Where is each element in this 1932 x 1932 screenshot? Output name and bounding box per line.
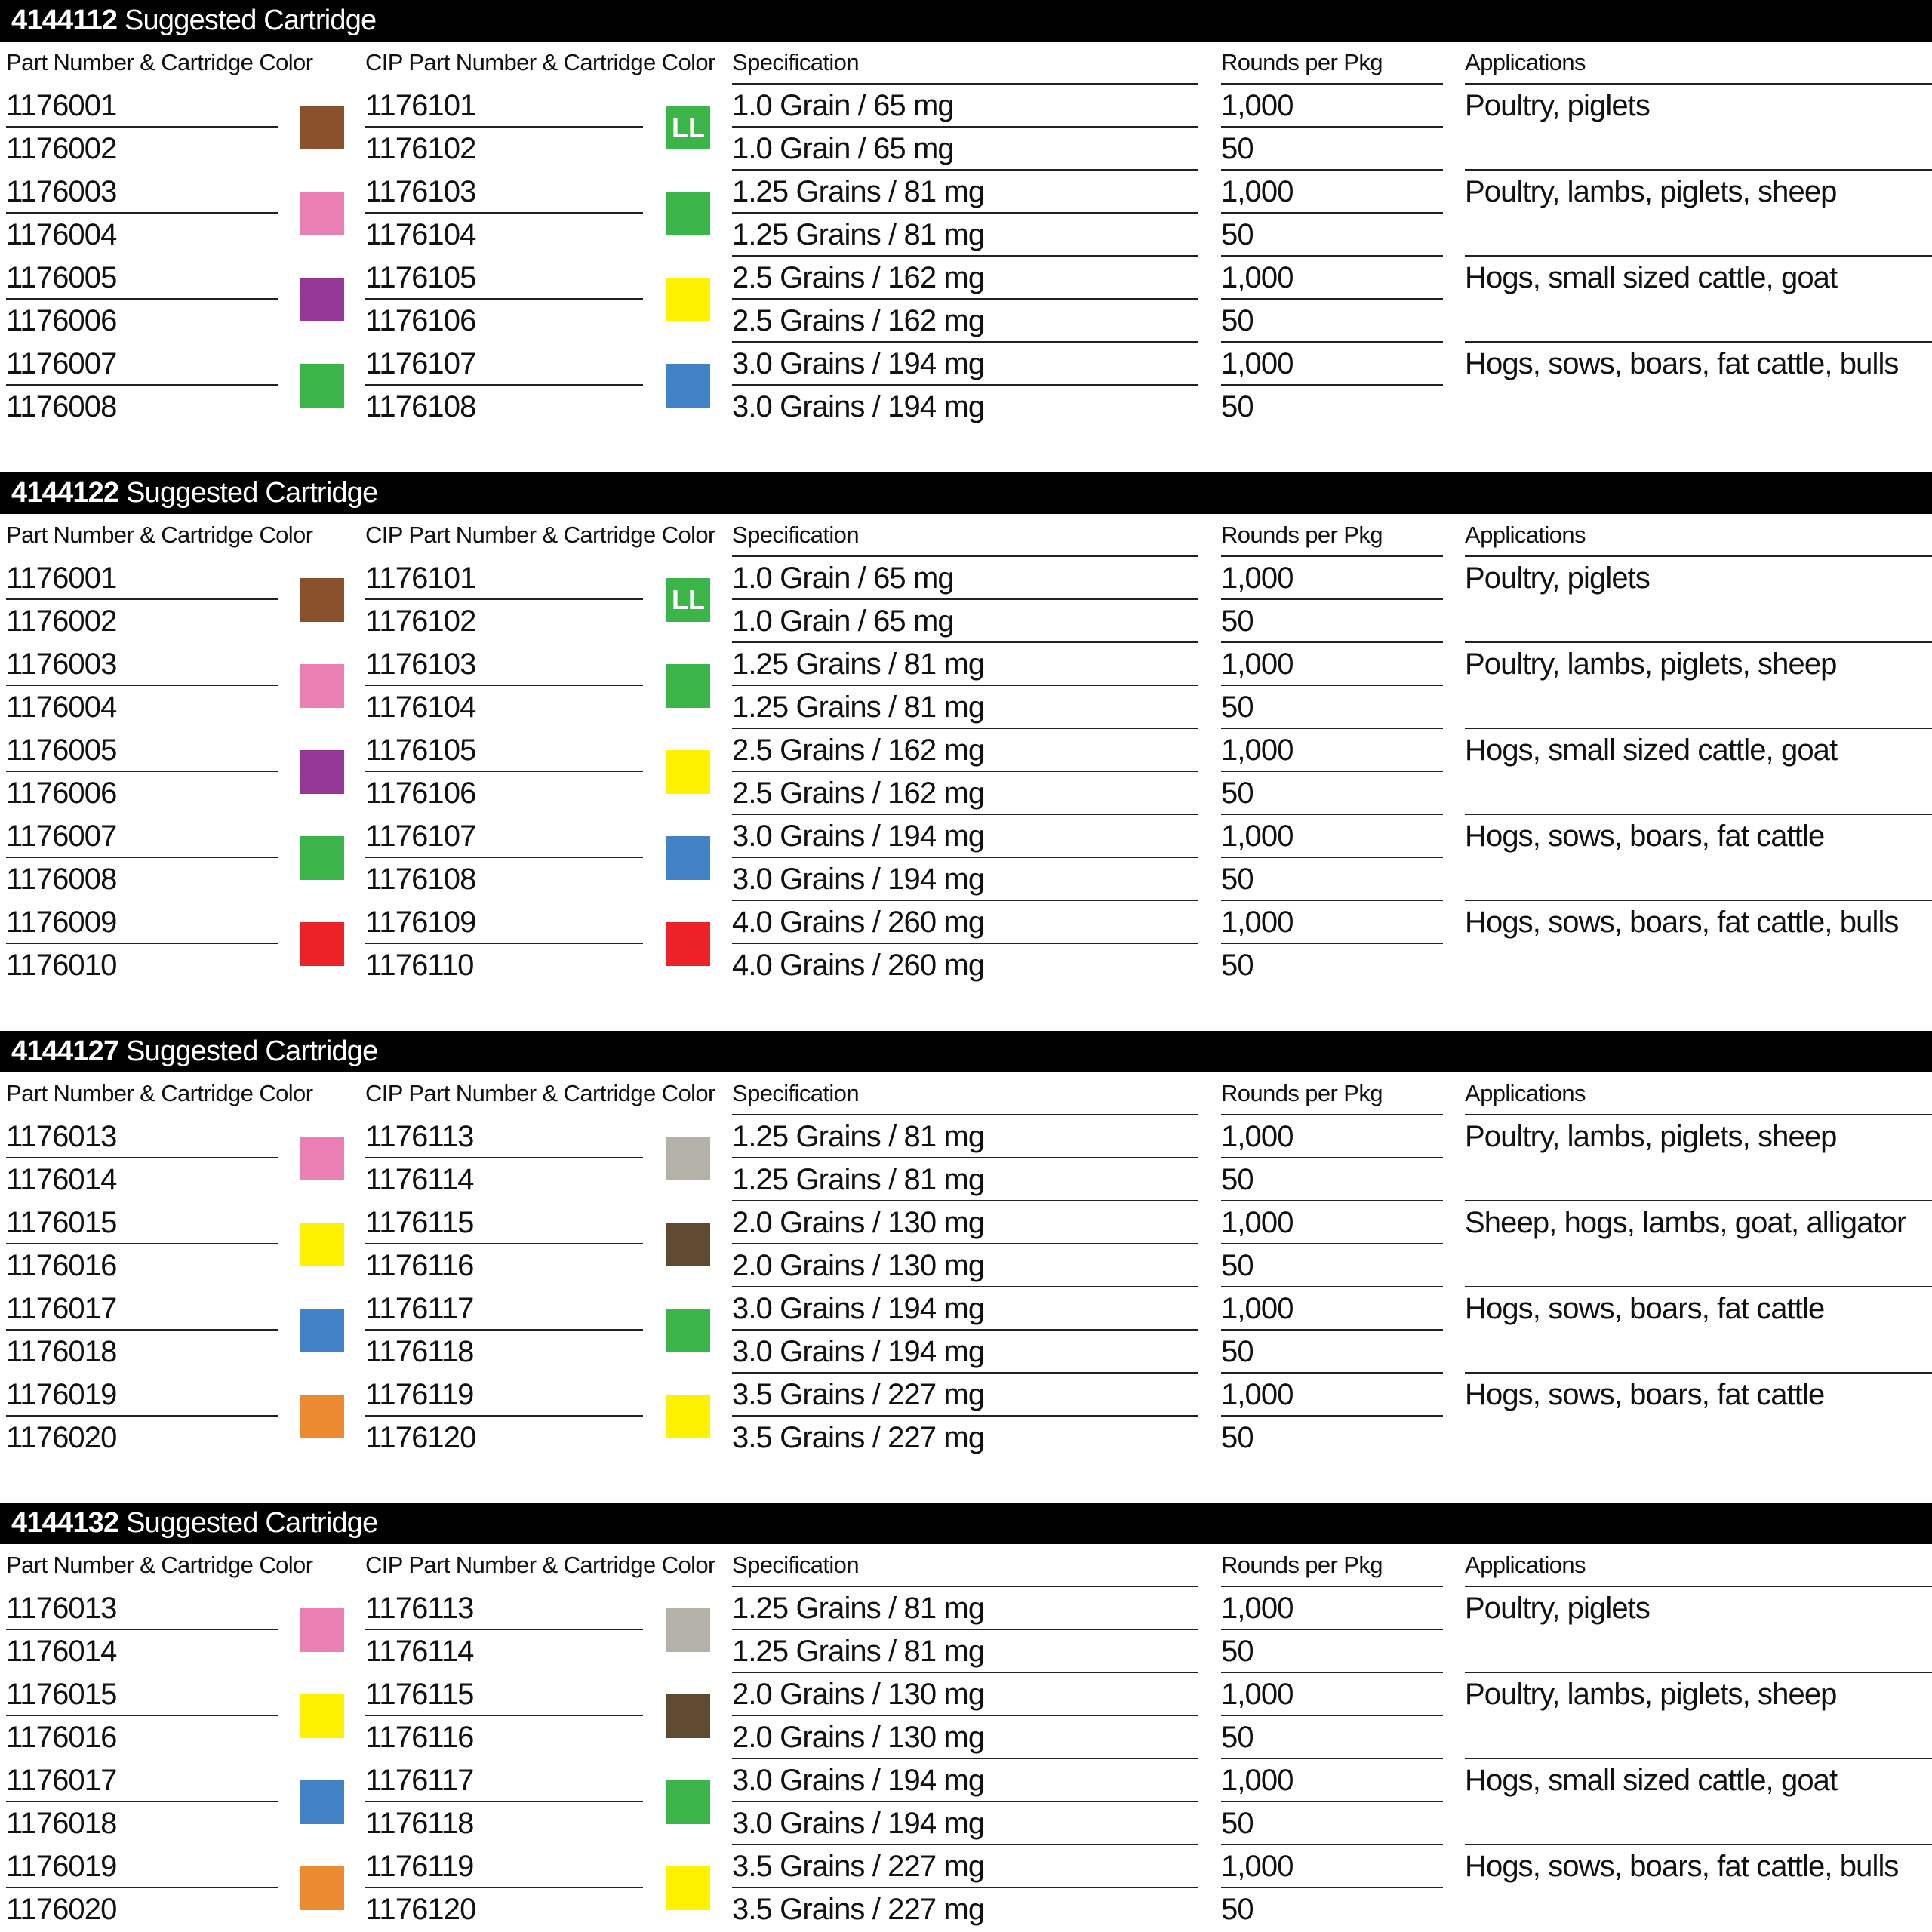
cartridge-color-swatch (300, 1137, 344, 1180)
part-number: 1176005 (6, 261, 117, 294)
specification: 3.0 Grains / 194 mg (732, 1292, 985, 1325)
rounds-per-pkg: 1,000 (1221, 734, 1294, 767)
rounds-per-pkg: 50 (1221, 1807, 1254, 1840)
part-number: 1176019 (6, 1378, 117, 1411)
application: Hogs, small sized cattle, goat (1465, 1764, 1838, 1797)
part-number: 1176014 (6, 1163, 117, 1196)
cip-part-number: 1176117 (365, 1764, 474, 1797)
cartridge-color-swatch (300, 1395, 344, 1438)
cip-part-number: 1176101 (365, 89, 476, 122)
specification: 2.5 Grains / 162 mg (732, 734, 985, 767)
part-number: 1176002 (6, 132, 117, 165)
rounds-per-pkg: 50 (1221, 304, 1254, 337)
application: Poultry, lambs, piglets, sheep (1465, 175, 1837, 208)
rounds-per-pkg: 1,000 (1221, 89, 1294, 122)
application: Hogs, small sized cattle, goat (1465, 261, 1838, 294)
rounds-per-pkg: 50 (1221, 777, 1254, 810)
cartridge-color-swatch (300, 922, 344, 966)
rounds-per-pkg: 50 (1221, 132, 1254, 165)
cip-part-number: 1176107 (365, 820, 476, 853)
row-divider (1221, 1801, 1443, 1802)
part-number: 1176020 (6, 1421, 117, 1454)
specification: 1.25 Grains / 81 mg (732, 1120, 985, 1153)
cip-part-number: 1176113 (365, 1592, 474, 1625)
header-cip-part-number: CIP Part Number & Cartridge Color (365, 1552, 715, 1578)
part-number: 1176006 (6, 304, 117, 337)
rounds-per-pkg: 1,000 (1221, 1292, 1294, 1325)
cartridge-section (0, 1031, 1932, 1460)
cip-part-number: 1176119 (365, 1378, 474, 1411)
part-number: 1176017 (6, 1764, 117, 1797)
part-number: 1176016 (6, 1249, 117, 1282)
cartridge-color-swatch (300, 1694, 344, 1738)
table-body (0, 557, 1932, 987)
section-title-bar (0, 472, 1932, 514)
cip-part-number: 1176102 (365, 132, 476, 165)
cip-part-number: 1176117 (365, 1292, 474, 1325)
part-number: 1176001 (6, 89, 117, 122)
header-part-number: Part Number & Cartridge Color (6, 49, 313, 75)
rounds-per-pkg: 50 (1221, 1335, 1254, 1368)
part-number: 1176015 (6, 1206, 117, 1239)
table-body (0, 1115, 1932, 1460)
section-title: Suggested Cartridge (126, 1507, 378, 1539)
cip-part-number: 1176118 (365, 1807, 474, 1840)
header-rounds-per-pkg: Rounds per Pkg (1221, 49, 1383, 75)
specification: 1.25 Grains / 81 mg (732, 218, 985, 251)
application: Sheep, hogs, lambs, goat, alligator (1465, 1206, 1906, 1239)
cip-color-swatch (666, 1694, 710, 1738)
rounds-per-pkg: 50 (1221, 949, 1254, 982)
cip-part-number: 1176103 (365, 175, 476, 208)
cip-part-number: 1176118 (365, 1335, 474, 1368)
rounds-per-pkg: 50 (1221, 863, 1254, 896)
cip-color-swatch (666, 1608, 710, 1652)
cartridge-color-swatch (300, 836, 344, 880)
cartridge-section (0, 0, 1932, 429)
header-cip-part-number: CIP Part Number & Cartridge Color (365, 1080, 715, 1106)
cip-color-swatch (666, 836, 710, 880)
cartridge-color-swatch (300, 1780, 344, 1824)
part-number: 1176003 (6, 648, 117, 681)
section-title-bar (0, 1031, 1932, 1072)
row-divider (1221, 1715, 1443, 1716)
cip-part-number: 1176106 (365, 304, 476, 337)
cip-color-swatch (666, 1137, 710, 1180)
cip-part-number: 1176120 (365, 1893, 476, 1926)
cip-color-swatch (666, 750, 710, 794)
cip-part-number: 1176104 (365, 691, 476, 724)
cip-part-number: 1176116 (365, 1721, 474, 1754)
row-divider (1221, 1415, 1443, 1417)
specification: 1.25 Grains / 81 mg (732, 648, 985, 681)
row-divider (1221, 298, 1443, 300)
row-divider (1221, 943, 1443, 944)
specification: 1.25 Grains / 81 mg (732, 1592, 985, 1625)
specification: 2.5 Grains / 162 mg (732, 304, 985, 337)
rounds-per-pkg: 1,000 (1221, 648, 1294, 681)
application: Hogs, sows, boars, fat cattle (1465, 1292, 1825, 1325)
part-number: 1176007 (6, 347, 117, 380)
row-divider (1221, 1629, 1443, 1630)
specification: 3.0 Grains / 194 mg (732, 1764, 985, 1797)
cip-color-swatch-ll-label: LL (666, 106, 710, 149)
application: Hogs, sows, boars, fat cattle, bulls (1465, 347, 1899, 380)
row-divider (1221, 1243, 1443, 1244)
header-rounds-per-pkg: Rounds per Pkg (1221, 1552, 1383, 1578)
part-number: 1176009 (6, 906, 117, 939)
rounds-per-pkg: 1,000 (1221, 1378, 1294, 1411)
part-number: 1176008 (6, 390, 117, 423)
part-number: 1176020 (6, 1893, 117, 1926)
specification: 2.0 Grains / 130 mg (732, 1721, 985, 1754)
cip-color-swatch (666, 192, 710, 235)
table-body (0, 85, 1932, 429)
part-number: 1176007 (6, 820, 117, 853)
part-number: 1176018 (6, 1335, 117, 1368)
specification: 1.0 Grain / 65 mg (732, 605, 954, 638)
specification: 3.0 Grains / 194 mg (732, 863, 985, 896)
header-applications: Applications (1465, 49, 1586, 75)
row-divider (1221, 1157, 1443, 1158)
section-title-bar (0, 1503, 1932, 1544)
cip-part-number: 1176105 (365, 261, 476, 294)
header-specification: Specification (732, 1080, 859, 1106)
rounds-per-pkg: 50 (1221, 1721, 1254, 1754)
application: Hogs, sows, boars, fat cattle (1465, 1378, 1825, 1411)
header-specification: Specification (732, 49, 859, 75)
part-number: 1176013 (6, 1120, 117, 1153)
application: Poultry, piglets (1465, 1592, 1650, 1625)
specification: 2.5 Grains / 162 mg (732, 261, 985, 294)
section-model-number: 4144122 (11, 477, 119, 509)
specification: 2.5 Grains / 162 mg (732, 777, 985, 810)
cartridge-color-swatch (300, 106, 344, 149)
part-number: 1176019 (6, 1850, 117, 1883)
part-number: 1176004 (6, 218, 117, 251)
application: Poultry, lambs, piglets, sheep (1465, 648, 1837, 681)
row-divider (1221, 771, 1443, 772)
application: Poultry, lambs, piglets, sheep (1465, 1678, 1837, 1711)
specification: 2.0 Grains / 130 mg (732, 1206, 985, 1239)
rounds-per-pkg: 50 (1221, 218, 1254, 251)
section-title: Suggested Cartridge (125, 5, 377, 36)
rounds-per-pkg: 50 (1221, 605, 1254, 638)
part-number: 1176015 (6, 1678, 117, 1711)
cartridge-color-swatch (300, 278, 344, 321)
specification: 3.5 Grains / 227 mg (732, 1378, 985, 1411)
cip-part-number: 1176106 (365, 777, 476, 810)
part-number: 1176005 (6, 734, 117, 767)
rounds-per-pkg: 1,000 (1221, 1592, 1294, 1625)
cartridge-color-swatch (300, 1608, 344, 1652)
application: Poultry, lambs, piglets, sheep (1465, 1120, 1837, 1153)
cip-part-number: 1176109 (365, 906, 476, 939)
cip-part-number: 1176116 (365, 1249, 474, 1282)
rounds-per-pkg: 1,000 (1221, 347, 1294, 380)
row-divider (1221, 212, 1443, 214)
rounds-per-pkg: 1,000 (1221, 1120, 1294, 1153)
cip-color-swatch (666, 1395, 710, 1438)
specification: 2.0 Grains / 130 mg (732, 1249, 985, 1282)
specification: 3.0 Grains / 194 mg (732, 1335, 985, 1368)
specification: 3.5 Grains / 227 mg (732, 1893, 985, 1926)
section-model-number: 4144132 (11, 1507, 119, 1539)
part-number: 1176004 (6, 691, 117, 724)
cartridge-color-swatch (300, 664, 344, 708)
application: Hogs, sows, boars, fat cattle, bulls (1465, 906, 1899, 939)
row-divider (1221, 126, 1443, 128)
cartridge-section (0, 472, 1932, 987)
rounds-per-pkg: 50 (1221, 1163, 1254, 1196)
rounds-per-pkg: 1,000 (1221, 1850, 1294, 1883)
cartridge-color-swatch (300, 364, 344, 408)
table-header (0, 1544, 1932, 1587)
rounds-per-pkg: 50 (1221, 1421, 1254, 1454)
application: Hogs, small sized cattle, goat (1465, 734, 1838, 767)
header-specification: Specification (732, 1552, 859, 1578)
cip-part-number: 1176102 (365, 605, 476, 638)
rounds-per-pkg: 1,000 (1221, 1206, 1294, 1239)
application: Poultry, piglets (1465, 89, 1650, 122)
header-cip-part-number: CIP Part Number & Cartridge Color (365, 49, 715, 75)
cip-part-number: 1176110 (365, 949, 474, 982)
specification: 1.25 Grains / 81 mg (732, 175, 985, 208)
table-body (0, 1587, 1932, 1931)
cip-part-number: 1176113 (365, 1120, 474, 1153)
part-number: 1176016 (6, 1721, 117, 1754)
row-divider (1221, 1329, 1443, 1331)
cartridge-color-swatch (300, 192, 344, 235)
cip-part-number: 1176114 (365, 1163, 474, 1196)
cip-part-number: 1176103 (365, 648, 476, 681)
cip-color-swatch (666, 1223, 710, 1266)
header-cip-part-number: CIP Part Number & Cartridge Color (365, 521, 715, 548)
row-divider (1221, 598, 1443, 600)
specification: 1.25 Grains / 81 mg (732, 1163, 985, 1196)
rounds-per-pkg: 1,000 (1221, 561, 1294, 595)
specification: 3.0 Grains / 194 mg (732, 347, 985, 380)
specification: 1.25 Grains / 81 mg (732, 1635, 985, 1668)
cip-part-number: 1176104 (365, 218, 476, 251)
cip-part-number: 1176107 (365, 347, 476, 380)
header-applications: Applications (1465, 1080, 1586, 1106)
header-specification: Specification (732, 521, 859, 548)
part-number: 1176003 (6, 175, 117, 208)
application: Hogs, sows, boars, fat cattle (1465, 820, 1825, 853)
part-number: 1176002 (6, 605, 117, 638)
rounds-per-pkg: 50 (1221, 691, 1254, 724)
cip-part-number: 1176108 (365, 863, 476, 896)
part-number: 1176017 (6, 1292, 117, 1325)
specification: 4.0 Grains / 260 mg (732, 949, 985, 982)
specification: 3.0 Grains / 194 mg (732, 390, 985, 423)
cartridge-color-swatch (300, 750, 344, 794)
section-model-number: 4144112 (11, 5, 118, 36)
cartridge-color-swatch (300, 1309, 344, 1352)
part-number: 1176018 (6, 1807, 117, 1840)
specification: 1.0 Grain / 65 mg (732, 132, 954, 165)
specification: 4.0 Grains / 260 mg (732, 906, 985, 939)
rounds-per-pkg: 1,000 (1221, 175, 1294, 208)
rounds-per-pkg: 50 (1221, 1893, 1254, 1926)
cartridge-section (0, 1503, 1932, 1931)
cip-color-swatch-ll-label: LL (666, 578, 710, 622)
cip-part-number: 1176101 (365, 561, 476, 595)
cip-part-number: 1176108 (365, 390, 476, 423)
rounds-per-pkg: 50 (1221, 1635, 1254, 1668)
rounds-per-pkg: 1,000 (1221, 906, 1294, 939)
cip-part-number: 1176105 (365, 734, 476, 767)
rounds-per-pkg: 50 (1221, 390, 1254, 423)
cip-color-swatch (666, 1866, 710, 1910)
rounds-per-pkg: 1,000 (1221, 820, 1294, 853)
application: Poultry, piglets (1465, 561, 1650, 595)
cip-part-number: 1176119 (365, 1850, 474, 1883)
part-number: 1176013 (6, 1592, 117, 1625)
cartridge-color-swatch (300, 578, 344, 622)
row-divider (1221, 857, 1443, 858)
table-header (0, 1072, 1932, 1115)
header-applications: Applications (1465, 1552, 1586, 1578)
cip-color-swatch (666, 1309, 710, 1352)
specification: 3.0 Grains / 194 mg (732, 1807, 985, 1840)
table-header (0, 42, 1932, 85)
header-rounds-per-pkg: Rounds per Pkg (1221, 1080, 1383, 1106)
header-part-number: Part Number & Cartridge Color (6, 1080, 313, 1106)
part-number: 1176006 (6, 777, 117, 810)
cip-color-swatch (666, 364, 710, 408)
part-number: 1176008 (6, 863, 117, 896)
specification: 2.0 Grains / 130 mg (732, 1678, 985, 1711)
rounds-per-pkg: 1,000 (1221, 1678, 1294, 1711)
cip-part-number: 1176114 (365, 1635, 474, 1668)
header-part-number: Part Number & Cartridge Color (6, 521, 313, 548)
specification: 3.0 Grains / 194 mg (732, 820, 985, 853)
section-title-bar (0, 0, 1932, 42)
cip-color-swatch (666, 278, 710, 321)
section-title: Suggested Cartridge (126, 477, 378, 509)
part-number: 1176010 (6, 949, 117, 982)
part-number: 1176001 (6, 561, 117, 595)
section-model-number: 4144127 (11, 1035, 119, 1067)
application: Hogs, sows, boars, fat cattle, bulls (1465, 1850, 1899, 1883)
cartridge-color-swatch (300, 1866, 344, 1910)
rounds-per-pkg: 50 (1221, 1249, 1254, 1282)
rounds-per-pkg: 1,000 (1221, 261, 1294, 294)
header-part-number: Part Number & Cartridge Color (6, 1552, 313, 1578)
cip-color-swatch (666, 664, 710, 708)
row-divider (1221, 1887, 1443, 1888)
specification: 3.5 Grains / 227 mg (732, 1421, 985, 1454)
specification: 3.5 Grains / 227 mg (732, 1850, 985, 1883)
cartridge-color-swatch (300, 1223, 344, 1266)
table-header (0, 514, 1932, 557)
specification: 1.0 Grain / 65 mg (732, 561, 954, 595)
section-title: Suggested Cartridge (126, 1035, 378, 1067)
cip-color-swatch (666, 922, 710, 966)
cip-part-number: 1176115 (365, 1678, 474, 1711)
specification: 1.0 Grain / 65 mg (732, 89, 954, 122)
cip-color-swatch (666, 1780, 710, 1824)
header-rounds-per-pkg: Rounds per Pkg (1221, 521, 1383, 548)
row-divider (1221, 384, 1443, 386)
row-divider (1221, 685, 1443, 686)
specification: 1.25 Grains / 81 mg (732, 691, 985, 724)
rounds-per-pkg: 1,000 (1221, 1764, 1294, 1797)
part-number: 1176014 (6, 1635, 117, 1668)
header-applications: Applications (1465, 521, 1586, 548)
cip-part-number: 1176120 (365, 1421, 476, 1454)
cip-part-number: 1176115 (365, 1206, 474, 1239)
